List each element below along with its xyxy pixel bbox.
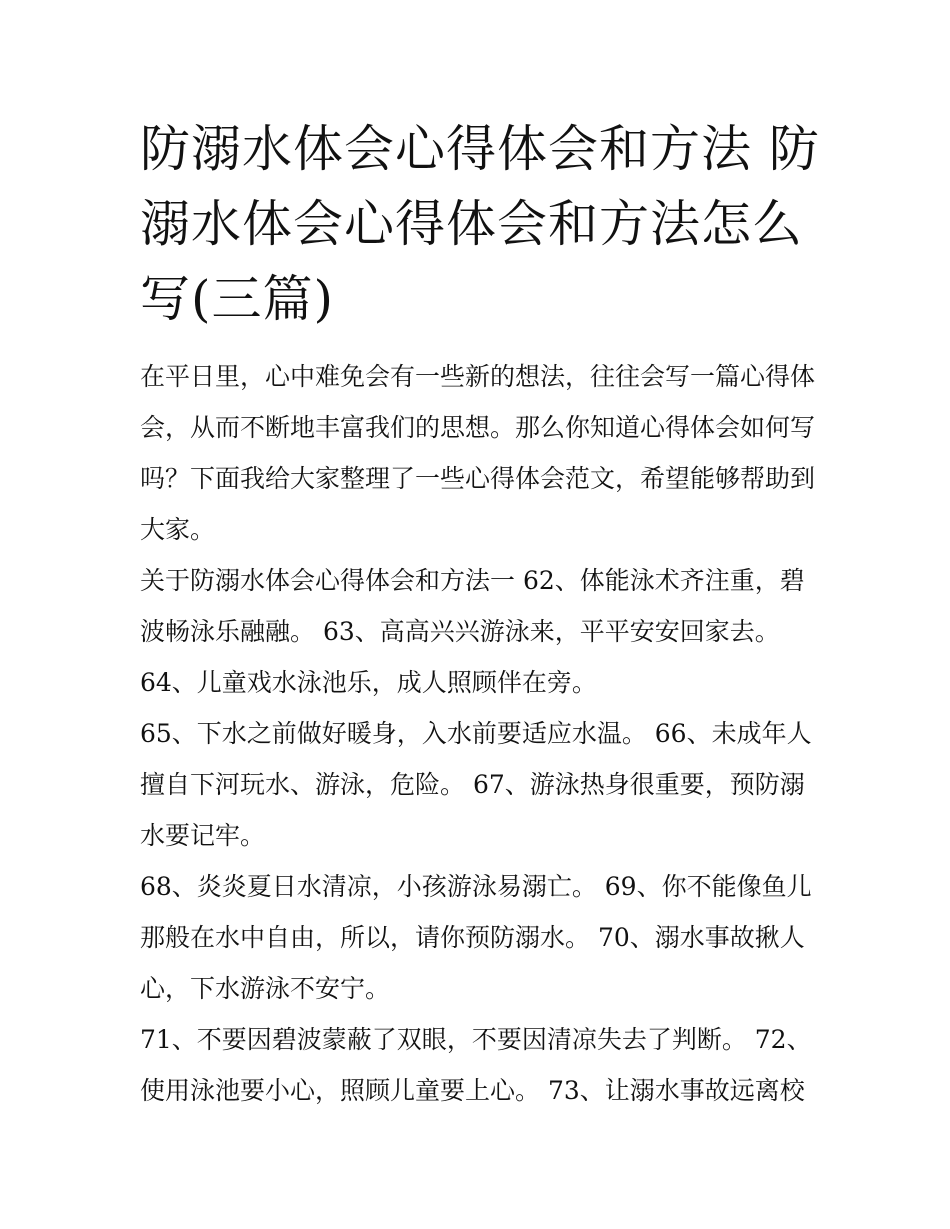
document-title: 防溺水体会心得体会和方法 防溺水体会心得体会和方法怎么写(三篇) [140, 120, 820, 328]
body-paragraph: 65、下水之前做好暖身，入水前要适应水温。 66、未成年人擅自下河玩水、游泳，危险。 67、游泳热身很重要，预防溺水要记牢。 [140, 719, 812, 850]
body-paragraph: 64、儿童戏水泳池乐，成人照顾伴在旁。 [140, 668, 597, 697]
body-paragraph: 关于防溺水体会心得体会和方法一 62、体能泳术齐注重，碧波畅泳乐融融。 63、高高兴兴游泳来，平平安安回家去。 [140, 566, 805, 646]
body-paragraph: 71、不要因碧波蒙蔽了双眼，不要因清凉失去了判断。 72、使用泳池要小心，照顾儿童要上心。 73、让溺水事故远离校 [140, 1025, 812, 1105]
document-content [140, 112, 820, 1116]
intro-paragraph: 在平日里，心中难免会有一些新的想法，往往会写一篇心得体会，从而不断地丰富我们的思想。那么你知道心得体会如何写吗？下面我给大家整理了一些心得体会范文，希望能够帮助到大家。 [140, 362, 816, 544]
body-paragraph: 68、炎炎夏日水清凉，小孩游泳易溺亡。 69、你不能像鱼儿那般在水中自由，所以，请你预防溺水。 70、溺水事故揪人心，下水游泳不安宁。 [140, 872, 812, 1003]
